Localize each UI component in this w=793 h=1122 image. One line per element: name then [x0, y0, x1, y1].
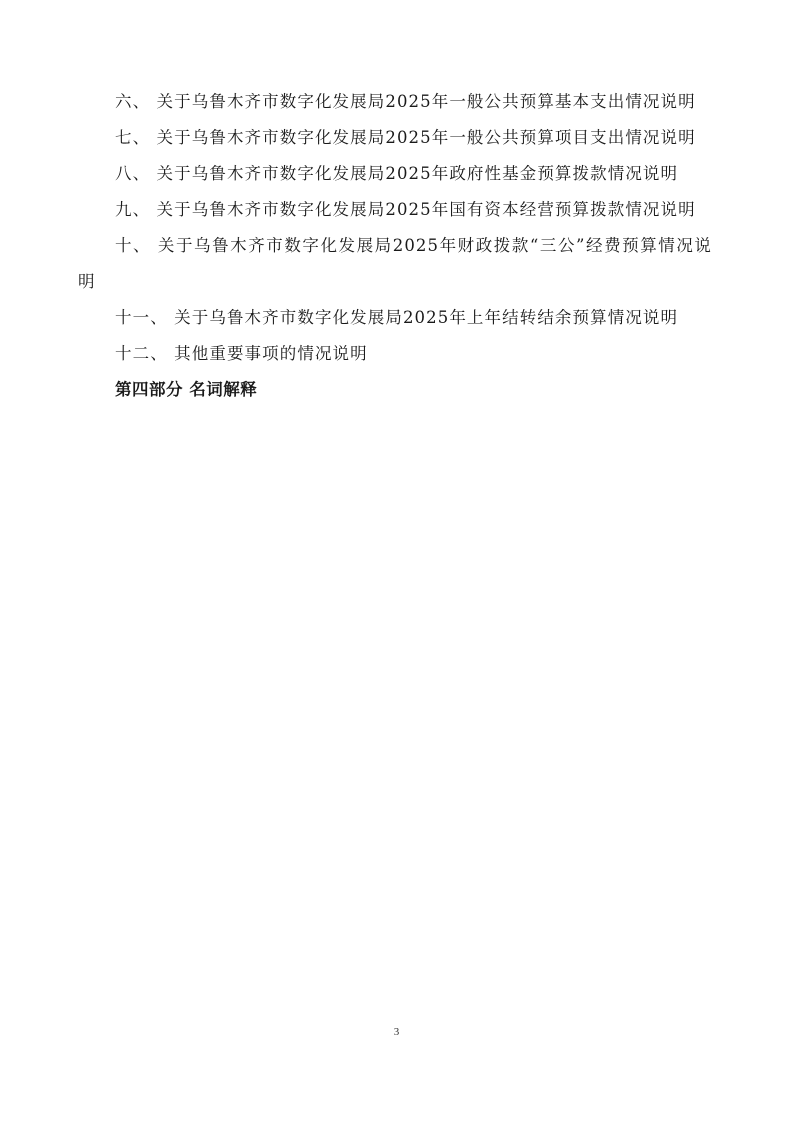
toc-list [78, 84, 712, 408]
toc-item-9[interactable]: 九、 关于乌鲁木齐市数字化发展局2025年国有资本经营预算拨款情况说明 [115, 200, 696, 219]
toc-item-6[interactable]: 六、 关于乌鲁木齐市数字化发展局2025年一般公共预算基本支出情况说明 [115, 92, 696, 111]
toc-item-10[interactable]: 十、 关于乌鲁木齐市数字化发展局2025年财政拨款“三公”经费预算情况说明 [78, 236, 712, 291]
toc-item-8[interactable]: 八、 关于乌鲁木齐市数字化发展局2025年政府性基金预算拨款情况说明 [115, 164, 679, 183]
toc-item-11[interactable]: 十一、 关于乌鲁木齐市数字化发展局2025年上年结转结余预算情况说明 [115, 308, 679, 327]
toc-item-7[interactable]: 七、 关于乌鲁木齐市数字化发展局2025年一般公共预算项目支出情况说明 [115, 128, 696, 147]
page-number: 3 [393, 1026, 400, 1038]
toc-item-12[interactable]: 十二、 其他重要事项的情况说明 [115, 344, 368, 363]
section-heading-part-four[interactable]: 第四部分 名词解释 [115, 380, 258, 399]
